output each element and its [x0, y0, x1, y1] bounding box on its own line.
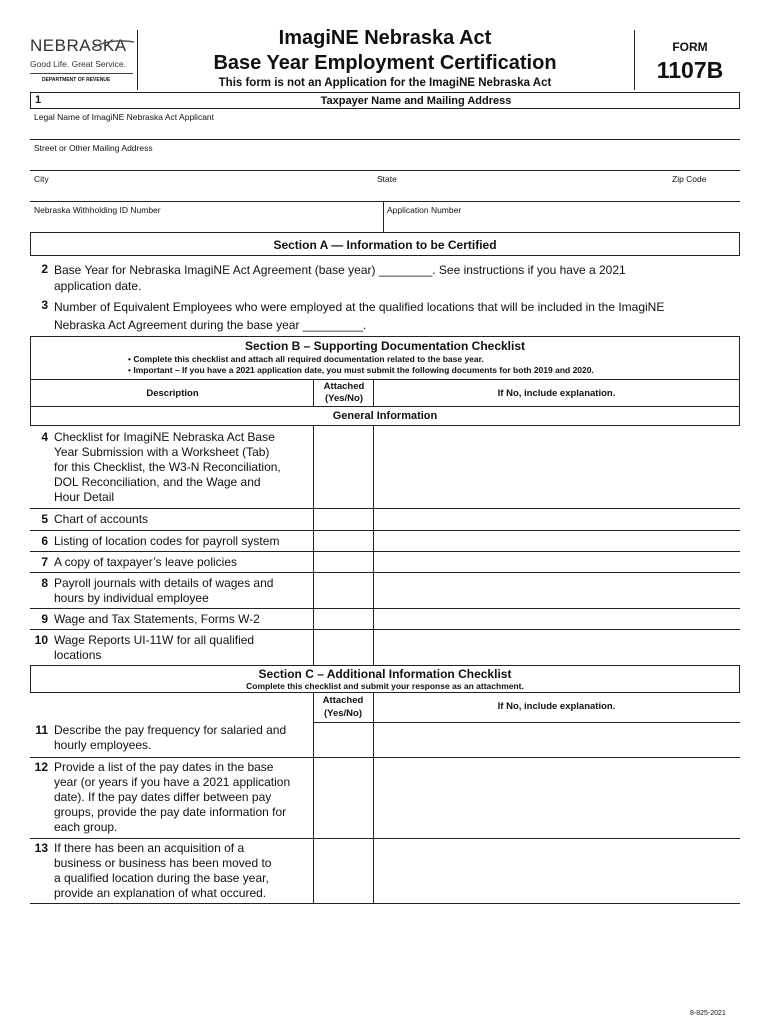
- checklist-item-5: [30, 512, 310, 528]
- attached-field-8[interactable]: [316, 574, 374, 608]
- column-description: Description: [146, 388, 199, 399]
- item-text: Provide a list of the pay dates in the base year (or years if you have a 2021 application date). If the pay dates differ between pay groups, provide the pay date information for each group.: [54, 760, 291, 834]
- additional-item-11: [30, 723, 310, 755]
- checklist-item-7: [30, 555, 310, 571]
- explanation-field-6[interactable]: [376, 532, 740, 551]
- item-number: 11: [35, 723, 48, 737]
- application-number-label: Application Number: [387, 205, 462, 215]
- item-text: Payroll journals with details of wages and hours by individual employee: [54, 576, 274, 605]
- explanation-field-11[interactable]: [376, 724, 740, 758]
- section-a-title: Section A — Information to be Certified: [273, 238, 497, 252]
- withholding-field[interactable]: [34, 217, 378, 233]
- section-c-title: Section C – Additional Information Checklist: [258, 667, 512, 681]
- zip-field[interactable]: [672, 186, 740, 202]
- explanation-field-13[interactable]: [376, 840, 740, 904]
- item-number: 2: [41, 262, 48, 276]
- item-text: Wage and Tax Statements, Forms W-2: [54, 612, 260, 626]
- explanation-field-8[interactable]: [376, 574, 740, 608]
- checklist-item-8: [30, 576, 310, 607]
- section-c-column-explanation: If No, include explanation.: [497, 701, 616, 712]
- attached-field-12[interactable]: [316, 759, 374, 839]
- item-text: A copy of taxpayer’s leave policies: [54, 555, 237, 569]
- item-text: Number of Equivalent Employees who were employed at the qualified locations that will be included in the ImagiNE Nebraska Act Agreement during the base year _________.: [54, 300, 665, 332]
- item-number: 3: [41, 298, 48, 312]
- explanation-field-5[interactable]: [376, 510, 740, 530]
- logo-tagline: Good Life. Great Service.: [30, 59, 126, 69]
- item-text: Chart of accounts: [54, 512, 149, 526]
- checklist-item-10: [30, 633, 310, 664]
- section-a-item-2: [30, 262, 740, 294]
- logo-dept: DEPARTMENT OF REVENUE: [42, 77, 111, 83]
- withholding-label: Nebraska Withholding ID Number: [34, 205, 161, 215]
- street-field[interactable]: [34, 155, 738, 171]
- legal-name-label: Legal Name of ImagiNE Nebraska Act Applicant: [34, 112, 215, 122]
- item-text: If there has been an acquisition of a business or business has been moved to a qualified location during the base year, provide an explanation of what occured.: [54, 841, 272, 900]
- additional-item-12: [30, 760, 310, 836]
- general-information-row: [30, 406, 740, 426]
- state-label: State: [377, 174, 397, 184]
- attached-field-11[interactable]: [316, 724, 374, 758]
- form-revision-code: 8-825-2021: [690, 1010, 726, 1017]
- checklist-item-9: [30, 612, 310, 628]
- additional-item-13: [30, 841, 310, 902]
- item-number: 10: [34, 633, 48, 647]
- checklist-item-4: [30, 430, 310, 506]
- section-a-item-3: [30, 298, 740, 332]
- logo-swoosh-icon: [90, 38, 136, 50]
- item-number: 8: [41, 576, 48, 590]
- section-b-header: [30, 336, 740, 380]
- section-b-bullet-2: • Important – If you have a 2021 application date, you must submit the following documents for both 2019 and 2020.: [128, 365, 594, 375]
- attached-field-13[interactable]: [316, 840, 374, 904]
- item-text: Base Year for Nebraska ImagiNE Act Agreement (base year) ________. See instructions if you have a 2021 application date.: [54, 263, 626, 293]
- attached-field-6[interactable]: [316, 532, 374, 551]
- explanation-field-9[interactable]: [376, 610, 740, 629]
- attached-field-7[interactable]: [316, 553, 374, 572]
- nebraska-logo: [30, 36, 135, 91]
- item-text: Wage Reports UI-11W for all qualified locations: [54, 633, 255, 662]
- explanation-field-4[interactable]: [376, 428, 740, 508]
- item-number: 4: [41, 430, 48, 444]
- taxpayer-line-number: 1: [35, 94, 42, 106]
- section-b-column-header: [30, 379, 740, 407]
- city-label: City: [34, 174, 49, 184]
- form-label: FORM: [672, 40, 708, 54]
- explanation-field-12[interactable]: [376, 759, 740, 839]
- taxpayer-header-bar: [30, 92, 740, 109]
- item-number: 9: [41, 612, 48, 626]
- state-field[interactable]: [377, 186, 661, 202]
- street-label: Street or Other Mailing Address: [34, 143, 153, 153]
- item-number: 6: [41, 534, 48, 548]
- column-explanation: If No, include explanation.: [497, 388, 616, 399]
- logo-name: NEBRASKA: [30, 36, 127, 55]
- attached-field-4[interactable]: [316, 428, 374, 508]
- section-c-note: Complete this checklist and submit your response as an attachment.: [246, 681, 524, 691]
- explanation-field-10[interactable]: [376, 631, 740, 665]
- taxpayer-section-title: Taxpayer Name and Mailing Address: [320, 95, 512, 107]
- checklist-item-6: [30, 534, 310, 550]
- general-information-subheader: General Information: [332, 410, 438, 422]
- item-number: 7: [41, 555, 48, 569]
- section-a-header: [30, 232, 740, 256]
- explanation-field-7[interactable]: [376, 553, 740, 572]
- application-number-field[interactable]: [387, 217, 741, 233]
- form-title-line2: Base Year Employment Certification: [213, 52, 557, 74]
- form-title-line1: ImagiNE Nebraska Act: [278, 27, 492, 49]
- section-b-bullet-1: • Complete this checklist and attach all required documentation related to the base year.: [128, 354, 484, 364]
- item-number: 12: [34, 760, 48, 774]
- attached-field-5[interactable]: [316, 510, 374, 530]
- section-b-title: Section B – Supporting Documentation Checklist: [244, 339, 526, 353]
- column-attached: Attached (Yes/No): [323, 381, 365, 404]
- section-c-header: [30, 665, 740, 693]
- item-text: Describe the pay frequency for salaried and hourly employees.: [54, 723, 287, 752]
- zip-label: Zip Code: [672, 174, 707, 184]
- form-subtitle: This form is not an Application for the ImagiNE Nebraska Act: [218, 77, 552, 89]
- item-number: 13: [34, 841, 48, 855]
- item-text: Checklist for ImagiNE Nebraska Act Base Year Submission with a Worksheet (Tab) for this Checklist, the W3-N Reconciliation, DOL Reconciliation, and the Wage and Hour Detail: [54, 430, 281, 504]
- section-c-column-attached: Attached (Yes/No): [322, 695, 364, 719]
- item-number: 5: [41, 512, 48, 526]
- city-field[interactable]: [34, 186, 368, 202]
- attached-field-10[interactable]: [316, 631, 374, 665]
- form-number: 1107B: [656, 57, 724, 83]
- legal-name-field[interactable]: [34, 124, 738, 140]
- attached-field-9[interactable]: [316, 610, 374, 629]
- item-text: Listing of location codes for payroll system: [54, 534, 280, 548]
